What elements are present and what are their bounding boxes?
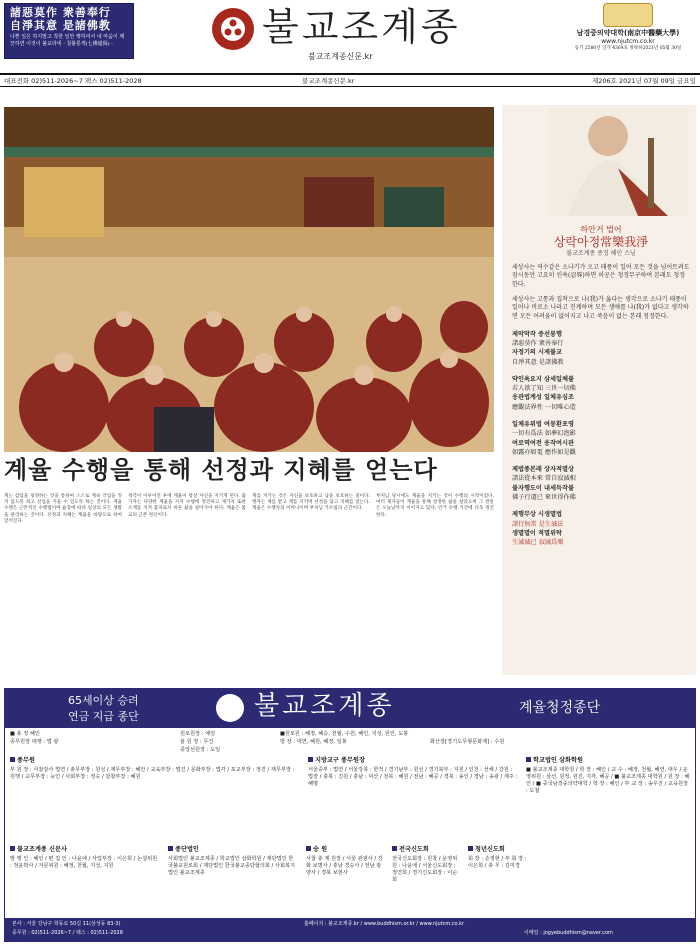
abbot-list: 방 장 : 대연, 혜원, 혜정, 일봉: [280, 739, 347, 745]
verse-title: 제행무상 시생멸법: [512, 511, 562, 519]
masthead: [0, 0, 700, 72]
directory-header: [4, 688, 696, 728]
pension-promo-2: 연금 지급 종단: [68, 710, 139, 723]
univ-list: ■ 불교조계종 대학원 / 학 장 : 혜인 / 교 수 : 혜정, 천월, 혜연, 대우 / 운영위원 : 삼선, 원정, 원진, 지각, 혜공 / ■ 불교조계종 대학원 / 원 장 : 혜인 / ■ 중국남경중의약대학 / 학 장 : 혜인 / 부 교 장 : 송우진 / 교육원장 : 도철: [526, 767, 690, 795]
jongmu-list: 부 원 장 : 사찰감사 법연 / 총무부장 : 원성 / 재무부장 : 혜안 / 교육부장 : 법진 / 문화부장 : 법각 / 포교부장 : 정진 / 재무부장 : 원행 / 교무부장 : 능인 / 사회부장 : 정승 / 감찰부장 : 혜원: [10, 767, 295, 781]
foundation-section: [168, 846, 298, 877]
verse-hanja: 佛子行道已 來世得作佛: [512, 494, 576, 502]
verse-title: 생멸멸이 적멸위락: [512, 529, 562, 537]
site-link[interactable]: 불교조계종신문.kr: [302, 77, 355, 85]
seungwon-list: 사찰 총 계 원장 / 서울 관광사 / 강화 보명사 / 충남 경승사 / 전남 광양사 / 경북 보현사: [306, 856, 383, 877]
motto-line-1: 諸惡莫作 衆善奉行: [10, 6, 111, 19]
verse-hanja: 一切有爲法 如夢幻泡影: [512, 430, 576, 438]
issue-date: 제206호 2021년 07월 09일 금요일: [592, 77, 696, 85]
vinaya-head: 율 원 장 : 무건: [180, 739, 214, 745]
verse-hanja: 諸惡莫作 衆善奉行: [512, 339, 564, 347]
temple-ceremony-photo: [4, 107, 494, 452]
square-bullet-icon: [10, 846, 15, 851]
believers-heading: 전국신도회: [392, 846, 462, 854]
paper-site-name: 불교조계종신문.kr: [308, 52, 373, 61]
news-heading: 불교조계종 신문사: [10, 846, 160, 854]
jibang-heading: 지방교구 종무원장: [308, 757, 518, 765]
dharma-logo-icon: [212, 8, 254, 50]
univ-section: [526, 757, 690, 795]
news-list: 발 행 인 : 혜인 / 편 집 인 : 나윤애 / 사업부장 : 이은희 / 논설위원 : 정윤박사 / 자문위원 : 혜정, 천월, 지성, 지원: [10, 856, 158, 870]
square-bullet-icon: [306, 846, 311, 851]
verse-5: [512, 510, 690, 547]
article-column: 계는 삼업을 청정하는 것을 통하여 스스로 계속 악업을 짓지 않도록 하고 선업을 지을 수 있도록 하는 것이다. 계율 수행은 근본적인 수행법이며 율장에 따라 일상의 모든 생활을 관리하는 것이다. 선정과 지혜는 계율을 바탕으로 하여 얻어진다.: [4, 494, 122, 524]
directory-logo-title: 불교조계종: [254, 691, 395, 721]
jibang-section: [308, 757, 518, 788]
verse-3: [512, 420, 690, 457]
foundation-heading: 종단법인: [168, 846, 298, 854]
university-web: www.njutcm.co.kr: [601, 37, 655, 45]
youth-list: 회 장 : 손정현 / 부 회 장 : 이은희 / 총 무 : 김미경: [468, 856, 527, 870]
seungwon-section: [306, 846, 386, 877]
info-bar: [0, 73, 700, 87]
monk-portrait-photo: [548, 108, 688, 216]
motto-box: [4, 3, 134, 59]
article-body: [4, 494, 494, 674]
dharma-author: 불교조계종 종정 혜인 스님: [566, 250, 636, 257]
paper-title: 불교조계종: [262, 5, 461, 49]
jibang-list: 서울중부 : 법연 / 서울강북 : 한적 / 경기남부 : 원선 / 경기북부 : 지원 / 인천 : 선해 / 강원 : 법장 / 충북 : 진원 / 충남 : 덕산 / 전북 : 혜원 / 전남 : 혜공 / 경북 : 송인 / 경남 : 송광 / 제주 : 혜명: [308, 767, 518, 788]
seungwon-heading: 승 원: [306, 846, 386, 854]
calligraphy-label: 하안거 법어: [580, 225, 622, 234]
sidebar-paragraph: 세상사는 역수같은 소나기가 오고 태풍이 일어 모든 것을 넘어트려도 잠시동안 고요히 인욕(忍辱)하면 허공은 청정무구하여 본래도 청정한다.: [512, 263, 690, 288]
footer-bar: [4, 918, 696, 942]
verse-2: [512, 375, 690, 412]
elder-council-head: 원로원장 : 예일: [180, 731, 216, 737]
believers-list: 전국신도회장 : 원창 / 운영위원 : 나윤애 / 서울신도회장 : 정연희 / 경기신도회장 : 이순희: [392, 856, 458, 884]
verse-1: [512, 330, 690, 367]
registration-text: 등기 2580년 인가 4364호 정락하2021년 05월 30일: [574, 46, 682, 52]
youth-heading: 청년신도회: [468, 846, 528, 854]
verse-title: 자정기의 시제불교: [512, 349, 562, 357]
acting-director: 종무원장 대행 : 법 광: [10, 739, 59, 745]
verse-4: [512, 465, 690, 502]
main-headline: 계율 수행을 통해 선정과 지혜를 얻는다: [4, 455, 438, 484]
footer-web[interactable]: 홈페이지 : 불교조계종.kr / www.buddhism.or.kr / www.njutcm.co.kr: [304, 921, 465, 927]
verse-title: 응관법계성 일체유심조: [512, 394, 574, 402]
foundation-list: 사회법인 불교조계종 / 학교법인 삼화학원 / 재단법인 한국불교원로회 / 재단법인 한국불교종단협의회 / 사회복지법인 불교조계종: [168, 856, 295, 877]
cultural-heritage: 화산장[경기도무형문화재] : 수원: [430, 739, 505, 745]
verse-title: 제악막작 중선봉행: [512, 330, 562, 338]
verse-hanja: 諸行無常 是生滅法: [512, 520, 564, 528]
pension-promo-1: 65세이상 승려: [68, 694, 139, 707]
university-emblem-icon: [603, 3, 653, 27]
believers-section: [392, 846, 462, 884]
contact-tel: 대표전화 02)511-2026~7 팩스 02)511-2028: [4, 77, 142, 85]
square-bullet-icon: [526, 757, 531, 762]
sidebar-text: [512, 225, 690, 548]
verse-title: 제법종본래 상자적멸상: [512, 466, 574, 474]
article-column: 정각이 이루어진 후에 계율이 항상 자신을 지키게 된다. 출가자는 다양한 계율을 지켜 수행에 정진하고 재가자 또한 오계를 지켜 불자로서 바른 삶을 살아가야 한다. 계율은 불교의 근본 정신이다.: [128, 494, 246, 518]
square-bullet-icon: [468, 846, 473, 851]
article-column: 부처님 당시에도 계율을 지키는 것이 수행의 시작이었다. 여러 제자들이 계율을 통해 청정한 삶을 살았으며 그 전통은 오늘날까지 이어지고 있다. 안거 수행 기간에 더욱 정진한다.: [376, 494, 494, 518]
article-column: 계를 지키는 것은 자신을 보호하고 남을 보호하는 길이다. 행자는 계를 받고 계를 지키며 선정을 닦고 지혜를 얻는다. 계율은 수행자의 어머니이며 부처님 가르침의 근간이다.: [252, 494, 370, 512]
verse-hanja: 若人欲了知 三世一切佛: [512, 385, 576, 393]
news-section: [10, 846, 160, 870]
sidebar-paragraph: 세상사는 고통과 집착으로 나(我)가 옳다는 생각으로 소나기 태풍이 일어나 비로소 나라고 진계하며 모든 생애를 나(我)가 없다고 생각하면 모든 어려움이 없어지고 나고 죽음이 없는 본래 청정한다.: [512, 295, 689, 320]
square-bullet-icon: [308, 757, 313, 762]
verse-hanja: 諸法從本來 常自寂滅相: [512, 475, 576, 483]
jongmu-section: [10, 757, 300, 781]
supreme-patriarch: ■ 총 정 혜인: [10, 731, 40, 737]
youth-section: [468, 846, 528, 870]
university-name: 남경중의약대학(南京中醫藥大學): [576, 29, 680, 37]
dharma-logo-small-icon: [216, 694, 244, 722]
square-bullet-icon: [10, 757, 15, 762]
verse-title: 여로역여전 응작여시관: [512, 439, 574, 447]
elder-council-members: ■원로원 : 혜정, 혜승, 천월, 수원, 혜인, 지성, 원인, 도봉: [280, 731, 409, 737]
verse-hanja: 自淨其意 是諸佛教: [512, 358, 564, 366]
precept-order-label: 계율청정종단: [519, 700, 601, 716]
calligraphy-title: 상락아정常樂我淨: [553, 235, 649, 249]
univ-heading: 학교법인 삼화학원: [526, 757, 690, 765]
verse-hanja: 如露亦如電 應作如是觀: [512, 448, 576, 456]
footer-address: 본사 : 서울 강남구 학동로 50길 11(삼성동 83-3): [12, 921, 121, 927]
jongmu-heading: 종무원: [10, 757, 300, 765]
verse-title: 약인욕요지 삼세일체불: [512, 375, 574, 383]
footer-email[interactable]: 이메일 : jogyebuddhism@naver.com: [524, 930, 613, 936]
verse-title: 불자행도이 내세득작불: [512, 484, 574, 492]
square-bullet-icon: [392, 846, 397, 851]
motto-sub: 나쁜 일은 하지말고 착한 일만 행하여서 내 마음이 깨끗하면 이것이 불교라네 - 칠불통게(七佛通偈) -: [10, 34, 125, 47]
motto-line-2: 自淨其意 是諸佛教: [10, 18, 111, 32]
university-ad: [560, 3, 696, 67]
verse-hanja: 生滅滅已 寂滅爲樂: [512, 539, 564, 547]
verse-hanja: 應觀法界性 一切唯心造: [512, 403, 576, 411]
square-bullet-icon: [168, 846, 173, 851]
verse-title: 일체유위법 여몽환포영: [512, 421, 574, 428]
footer-tel: 종무원 : 02)511-2026~7 / 팩스 : 02)511-2028: [12, 930, 123, 936]
central-seon-head: 종앙선원장 : 도일: [180, 747, 221, 753]
